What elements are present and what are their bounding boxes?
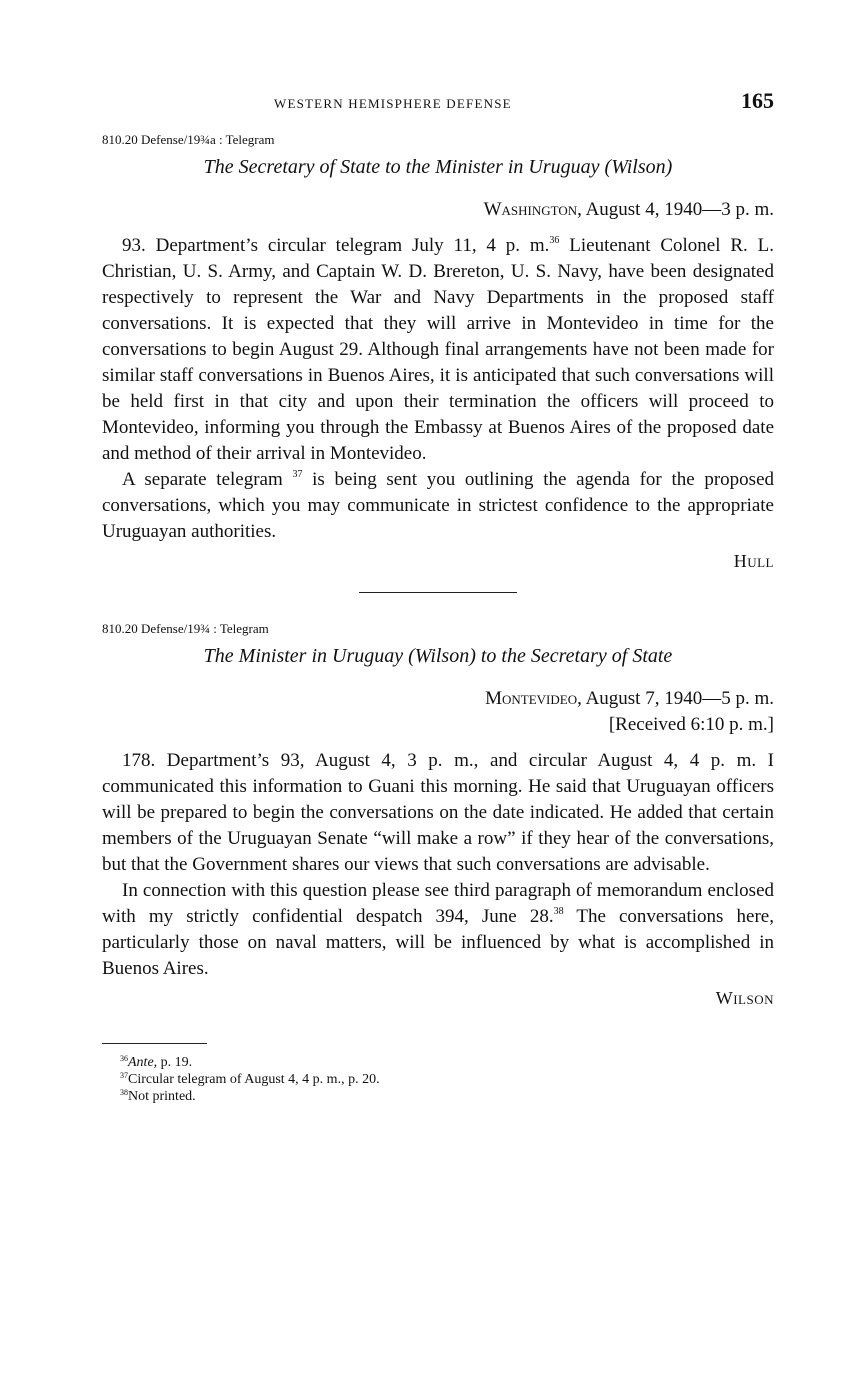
section-divider xyxy=(359,592,517,593)
paragraph-text: 93. Department’s circular telegram July 11, 4 p. m. xyxy=(122,235,550,256)
dateline-date: August 7, 1940—5 p. m. xyxy=(585,688,774,709)
paragraph-text: A separate telegram xyxy=(122,469,293,490)
document-1 xyxy=(102,132,774,572)
footnote-text: p. 19. xyxy=(157,1055,193,1070)
body-paragraph: 178. Department’s 93, August 4, 3 p. m., and circular August 4, 4 p. m. I communicated this information to Guani this morning. He said that Uruguayan officers will be prepared to begin the conversations on the date indicated. He added that certain members of the Uruguayan Senate “will make a row” if they hear of the conversations, but that the Government shares our views that such conversations are advisable. xyxy=(102,750,774,875)
document-title: The Minister in Uruguay (Wilson) to the Secretary of State xyxy=(203,645,673,667)
signature: Wilson xyxy=(715,988,774,1008)
footnote xyxy=(102,1054,774,1071)
paragraph-text: Lieutenant Colonel R. L. Christian, U. S. Army, and Captain W. D. Brereton, U. S. Navy, have been designated respectively to represent the War and Navy Departments in the proposed staff conversations. It is expected that they will arrive in Montevideo in time for the conversations to begin August 29. Although final arrangements have not been made for similar staff conversations in Buenos Aires, it is anticipated that such conversations will be held first in that city and upon their termination the officers will proceed to Montevideo, informing you through the Embassy at Buenos Aires of the proposed date and method of their arrival in Montevideo. xyxy=(102,235,775,464)
running-title: WESTERN HEMISPHERE DEFENSE xyxy=(274,96,512,111)
dateline-place: Montevideo, xyxy=(485,688,582,709)
paragraph-text: The conversations here, particularly those on naval matters, will be influenced by what is accomplished in Buenos Aires. xyxy=(102,906,774,979)
dateline-place: Washington, xyxy=(483,199,582,220)
body-paragraph xyxy=(102,467,774,545)
file-reference: 810.20 Defense/19¾a : Telegram xyxy=(102,132,275,147)
footnote-number: 36 xyxy=(120,1054,128,1063)
running-head xyxy=(102,88,774,122)
footnote-marker: 37 xyxy=(292,469,303,480)
footnote-rule xyxy=(102,1043,207,1044)
signature: Hull xyxy=(733,551,774,571)
footnote xyxy=(102,1088,774,1105)
document-page xyxy=(102,88,774,1105)
dateline xyxy=(102,686,774,738)
paragraph-text: In connection with this question please see third paragraph of memorandum enclosed with my strictly confidential despatch 394, June 28. xyxy=(102,880,774,927)
dateline xyxy=(102,197,774,223)
document-title: The Secretary of State to the Minister in Uruguay (Wilson) xyxy=(203,156,673,178)
dateline-date: August 4, 1940—3 p. m. xyxy=(585,199,774,220)
footnote-marker: 36 xyxy=(549,235,560,246)
footnote-text: Not printed. xyxy=(128,1089,196,1104)
footnote-marker: 38 xyxy=(553,906,564,917)
footnote-italic: Ante, xyxy=(128,1055,158,1070)
body-paragraph xyxy=(102,233,774,467)
body-paragraph xyxy=(102,878,774,982)
file-reference: 810.20 Defense/19¾ : Telegram xyxy=(102,621,269,636)
footnote xyxy=(102,1071,774,1088)
footnote-text: Circular telegram of August 4, 4 p. m., p. 20. xyxy=(128,1072,380,1087)
received-line: [Received 6:10 p. m.] xyxy=(608,714,774,735)
footnotes xyxy=(102,1054,774,1105)
paragraph-text: is being sent you outlining the agenda for the proposed conversations, which you may communicate in strictest confidence to the appropriate Uruguayan authorities. xyxy=(102,469,775,542)
document-2 xyxy=(102,621,774,1009)
page-number: 165 xyxy=(741,88,774,113)
footnote-number: 37 xyxy=(120,1071,128,1080)
footnote-number: 38 xyxy=(120,1088,128,1097)
